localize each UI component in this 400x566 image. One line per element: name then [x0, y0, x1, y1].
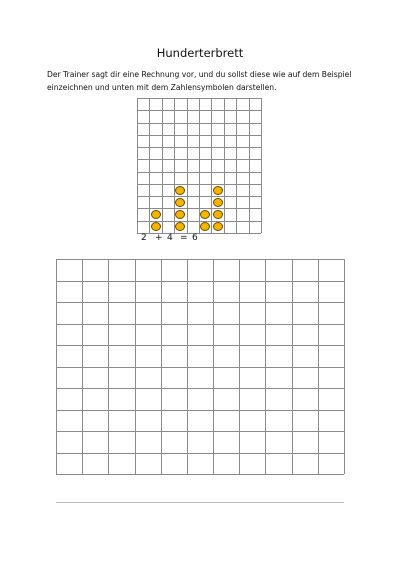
practice-grid-hline — [56, 410, 344, 411]
equation-plus: + — [155, 233, 163, 243]
practice-grid-hline — [56, 474, 344, 475]
counter-dot — [175, 222, 185, 231]
example-grid-hline — [137, 196, 261, 197]
example-grid-vline — [137, 98, 138, 233]
counter-dot — [213, 186, 223, 195]
equation-term-2: 4 — [167, 233, 173, 243]
practice-grid-hline — [56, 388, 344, 389]
example-grid-vline — [187, 98, 188, 233]
example-grid-vline — [261, 98, 262, 233]
counter-dot — [213, 210, 223, 219]
instructions-text: Der Trainer sagt dir eine Rechnung vor, und du sollst diese wie auf dem Beispiel einzeichnen und unten mit dem Zahlensymbolen darstellen. — [47, 70, 352, 92]
counter-dot — [175, 198, 185, 207]
practice-grid — [56, 259, 344, 474]
counter-dot — [151, 210, 161, 219]
example-grid-hline — [137, 184, 261, 185]
example-grid-vline — [211, 98, 212, 233]
equation-term-1: 2 — [141, 233, 147, 243]
equation-result: 6 — [192, 233, 198, 243]
equation-equals: = — [180, 233, 188, 243]
example-grid-hline — [137, 135, 261, 136]
example-grid-vline — [149, 98, 150, 233]
example-grid-vline — [162, 98, 163, 233]
example-grid-vline — [249, 98, 250, 233]
practice-grid-hline — [56, 302, 344, 303]
example-grid-hline — [137, 159, 261, 160]
practice-grid-hline — [56, 431, 344, 432]
example-grid-hline — [137, 208, 261, 209]
counter-dot — [151, 222, 161, 231]
footer-divider — [56, 502, 344, 503]
example-grid-vline — [224, 98, 225, 233]
example-grid-hline — [137, 110, 261, 111]
example-grid-hline — [137, 98, 261, 99]
practice-grid-hline — [56, 259, 344, 260]
counter-dot — [175, 186, 185, 195]
counter-dot — [200, 222, 210, 231]
counter-dot — [200, 210, 210, 219]
example-hundred-board — [137, 98, 261, 233]
example-grid-hline — [137, 147, 261, 148]
worksheet-title: Hunderterbrett — [156, 46, 244, 60]
practice-grid-hline — [56, 367, 344, 368]
counter-dot — [213, 198, 223, 207]
practice-grid-vline — [344, 259, 345, 474]
example-grid-hline — [137, 123, 261, 124]
practice-grid-hline — [56, 453, 344, 454]
practice-grid-hline — [56, 281, 344, 282]
example-grid-hline — [137, 172, 261, 173]
counter-dot — [213, 222, 223, 231]
practice-grid-hline — [56, 324, 344, 325]
counter-dot — [175, 210, 185, 219]
example-grid-vline — [236, 98, 237, 233]
practice-grid-hline — [56, 345, 344, 346]
